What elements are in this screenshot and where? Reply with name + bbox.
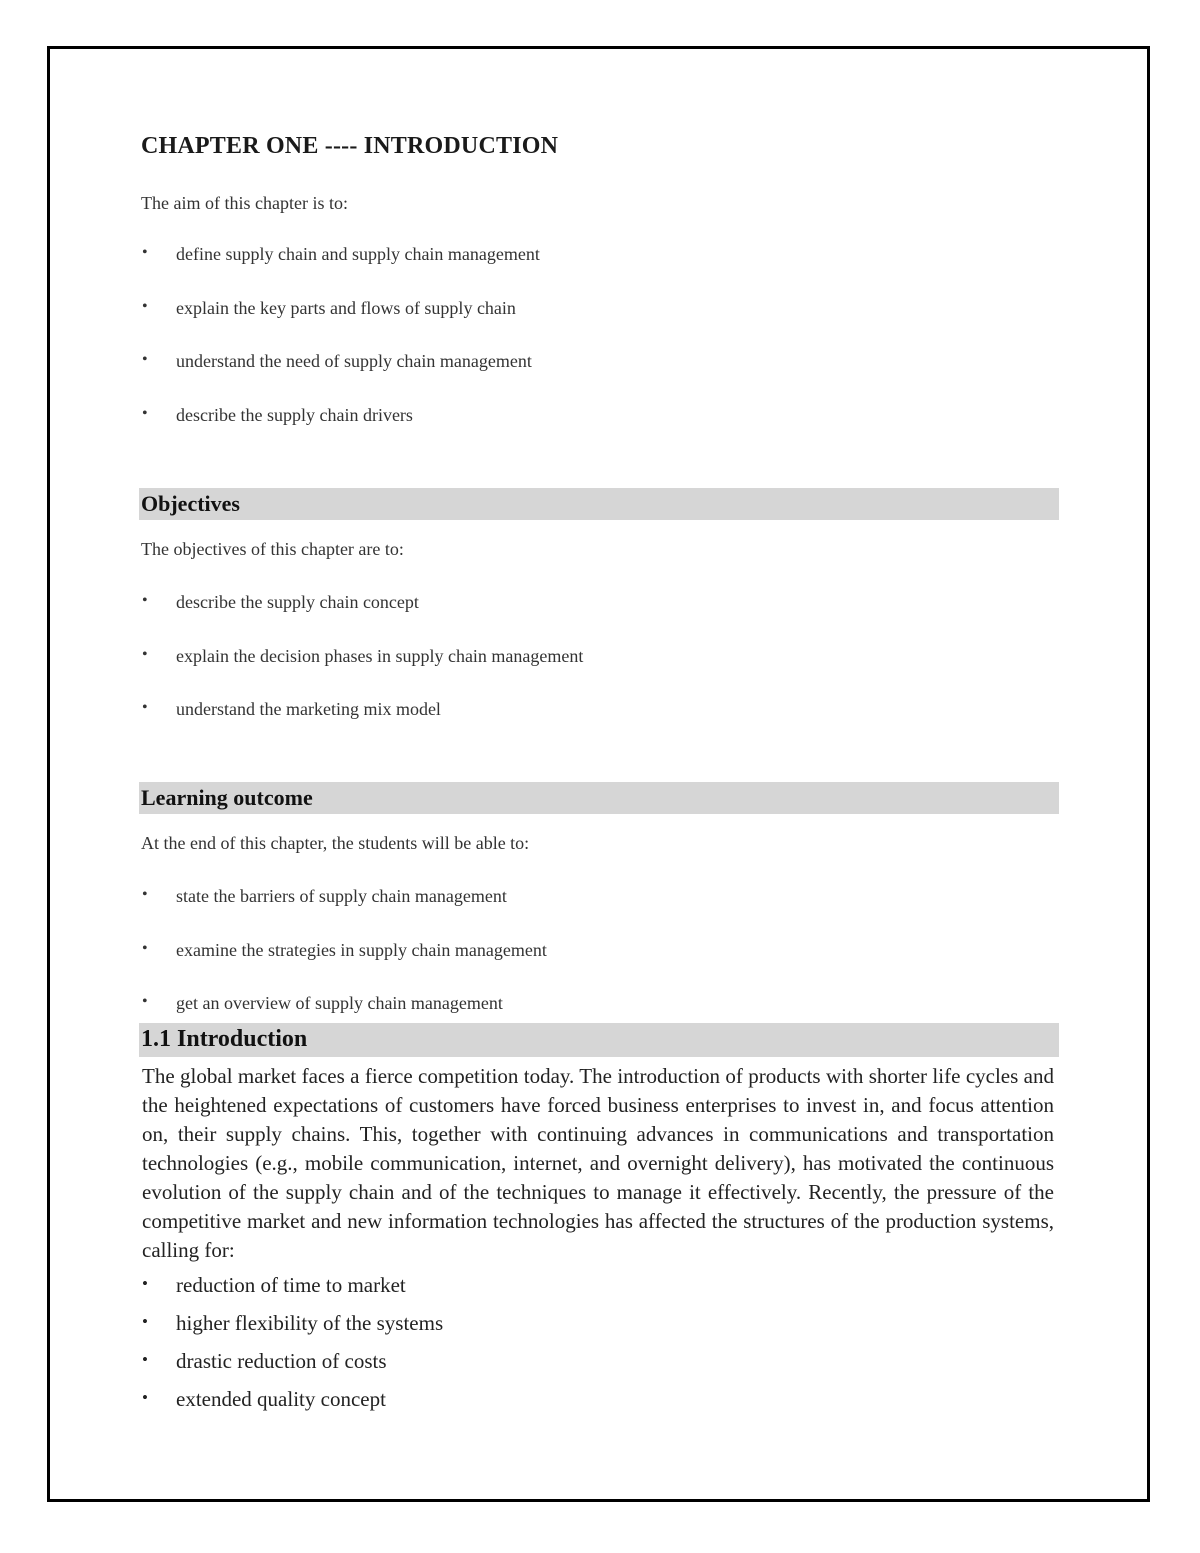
chapter-title: CHAPTER ONE ---- INTRODUCTION: [141, 133, 559, 159]
objectives-intro: The objectives of this chapter are to:: [141, 539, 404, 559]
objectives-heading: Objectives: [141, 491, 240, 516]
introduction-paragraph: The global market faces a fierce competition today. The introduction of products with shorter life cycles and the heightened expectations of customers have forced business enterprises to invest in, and focus attention on, their supply chains. This, together with continuing advances in communications and transportation technologies (e.g., mobile communication, internet, and overnight delivery), has motivated the continuous evolution of the supply chain and of the techniques to manage it effectively. Recently, the pressure of the competitive market and new information technologies has affected the structures of the production systems, calling for:: [142, 1064, 1054, 1262]
list-item: • understand the marketing mix model: [141, 699, 583, 753]
list-item: • extended quality concept: [141, 1387, 443, 1425]
list-item: • drastic reduction of costs: [141, 1349, 443, 1387]
list-item: • higher flexibility of the systems: [141, 1311, 443, 1349]
aim-list: [141, 244, 540, 458]
list-item: • get an overview of supply chain management: [141, 993, 547, 1047]
objectives-list: [141, 592, 583, 753]
introduction-heading-band: [139, 1023, 1059, 1057]
list-item: • describe the supply chain concept: [141, 592, 583, 646]
aim-intro: The aim of this chapter is to:: [141, 193, 348, 213]
list-item: • explain the key parts and flows of supply chain: [141, 298, 540, 352]
learning-outcome-intro: At the end of this chapter, the students will be able to:: [141, 833, 530, 853]
introduction-heading: 1.1 Introduction: [141, 1026, 308, 1052]
introduction-list: [141, 1273, 443, 1425]
list-item: • explain the decision phases in supply chain management: [141, 646, 583, 700]
learning-outcome-heading: Learning outcome: [141, 785, 313, 810]
learning-outcome-heading-band: [139, 782, 1059, 814]
list-item: • state the barriers of supply chain management: [141, 886, 547, 940]
list-item: • examine the strategies in supply chain management: [141, 940, 547, 994]
list-item: • describe the supply chain drivers: [141, 405, 540, 459]
list-item: • define supply chain and supply chain management: [141, 244, 540, 298]
list-item: • reduction of time to market: [141, 1273, 443, 1311]
list-item: • understand the need of supply chain management: [141, 351, 540, 405]
objectives-heading-band: [139, 488, 1059, 520]
